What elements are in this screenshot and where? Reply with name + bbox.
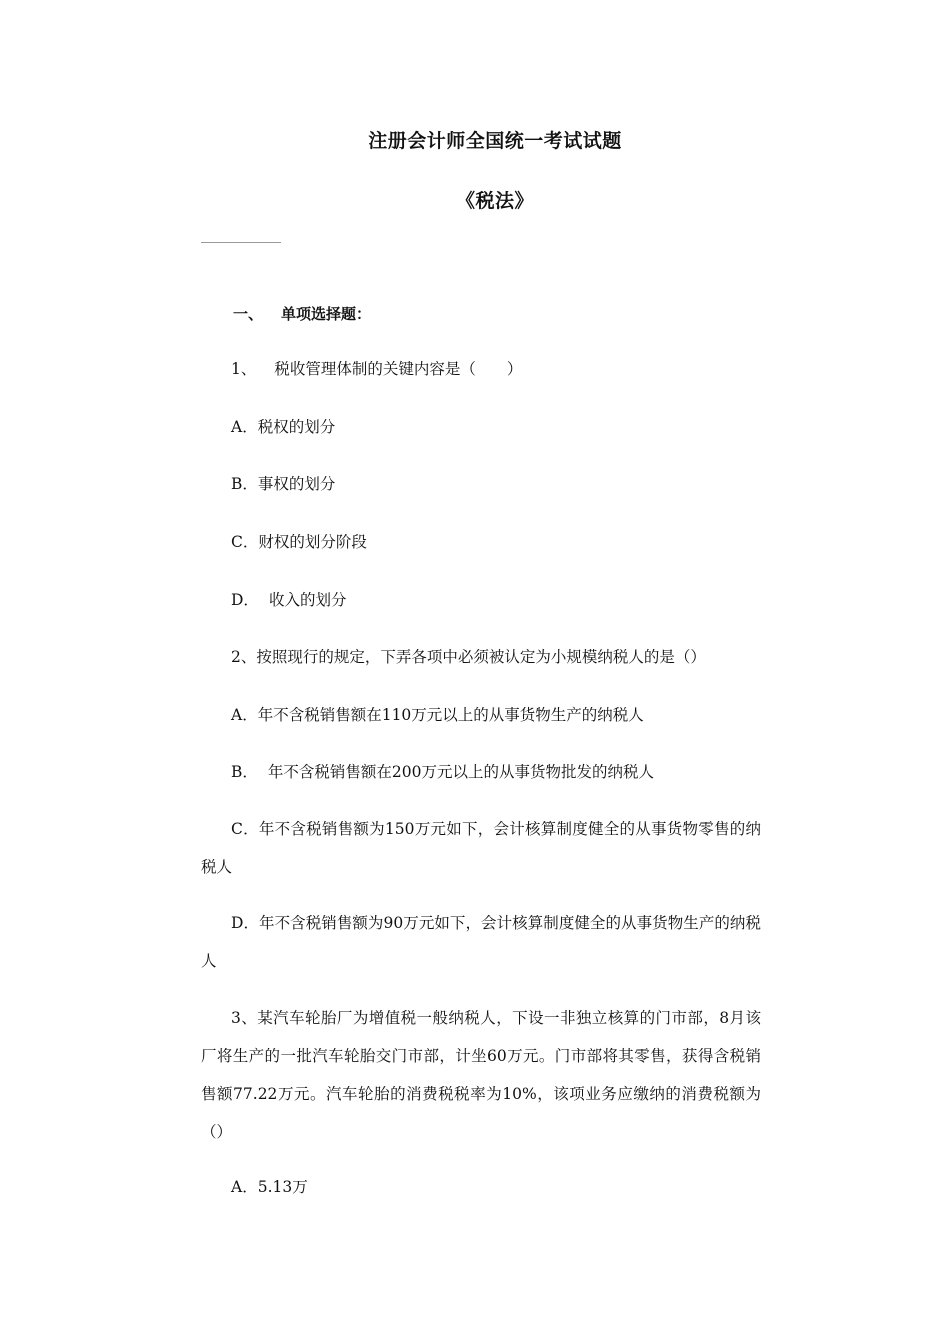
option-text: 事权的划分 bbox=[257, 475, 336, 493]
document-subtitle: 《税法》 bbox=[455, 190, 534, 212]
option-2c bbox=[201, 810, 761, 886]
option-letter: C． bbox=[231, 820, 259, 838]
option-letter: A． bbox=[231, 706, 258, 724]
option-1d bbox=[231, 590, 346, 610]
option-text: 年不含税销售额在200万元以上的从事货物批发的纳税人 bbox=[267, 763, 654, 781]
option-text: 年不含税销售额在110万元以上的从事货物生产的纳税人 bbox=[257, 706, 644, 724]
section-heading bbox=[233, 304, 371, 324]
option-text: 收入的划分 bbox=[268, 591, 347, 609]
option-letter: D． bbox=[231, 591, 259, 609]
option-text: 税权的划分 bbox=[257, 418, 336, 436]
option-1a bbox=[231, 417, 335, 437]
option-letter: B． bbox=[231, 475, 258, 493]
option-letter: C． bbox=[231, 533, 259, 551]
document-title: 注册会计师全国统一考试试题 bbox=[368, 130, 622, 152]
question-2 bbox=[231, 647, 706, 667]
question-text: 按照现行的规定，下弄各项中必须被认定为小规模纳税人的是（） bbox=[256, 648, 706, 666]
option-1b bbox=[231, 474, 335, 494]
question-text: 税收管理体制的关键内容是（ ） bbox=[274, 360, 523, 378]
option-letter: A． bbox=[231, 1178, 258, 1196]
option-2a bbox=[231, 705, 644, 725]
question-number: 1、 bbox=[231, 360, 257, 378]
title-divider bbox=[201, 242, 281, 243]
question-number: 2、 bbox=[231, 648, 257, 666]
option-text: 5.13万 bbox=[257, 1178, 308, 1196]
option-2d bbox=[201, 904, 761, 980]
question-text: 某汽车轮胎厂为增值税一般纳税人，下设一非独立核算的门市部，8月该厂将生产的一批汽车轮胎交门市部，计坐60万元。门市部将其零售，获得含税销售额77.22万元。汽车轮胎的消费税税率为10%，该项业务应缴纳的消费税额为（） bbox=[201, 1009, 761, 1141]
option-letter: B． bbox=[231, 763, 258, 781]
option-text: 财权的划分阶段 bbox=[258, 533, 367, 551]
question-3 bbox=[201, 999, 761, 1151]
section-number: 一、 bbox=[233, 305, 264, 323]
section-label: 单项选择题： bbox=[281, 305, 372, 323]
option-text: 年不含税销售额为150万元如下，会计核算制度健全的从事货物零售的纳税人 bbox=[201, 820, 761, 876]
question-1 bbox=[231, 359, 522, 379]
question-number: 3、 bbox=[231, 1009, 258, 1027]
option-letter: D． bbox=[231, 914, 260, 932]
option-text: 年不含税销售额为90万元如下，会计核算制度健全的从事货物生产的纳税人 bbox=[201, 914, 761, 970]
option-2b bbox=[231, 762, 654, 782]
option-letter: A． bbox=[231, 418, 258, 436]
option-3a bbox=[231, 1177, 308, 1197]
option-1c bbox=[231, 532, 367, 552]
